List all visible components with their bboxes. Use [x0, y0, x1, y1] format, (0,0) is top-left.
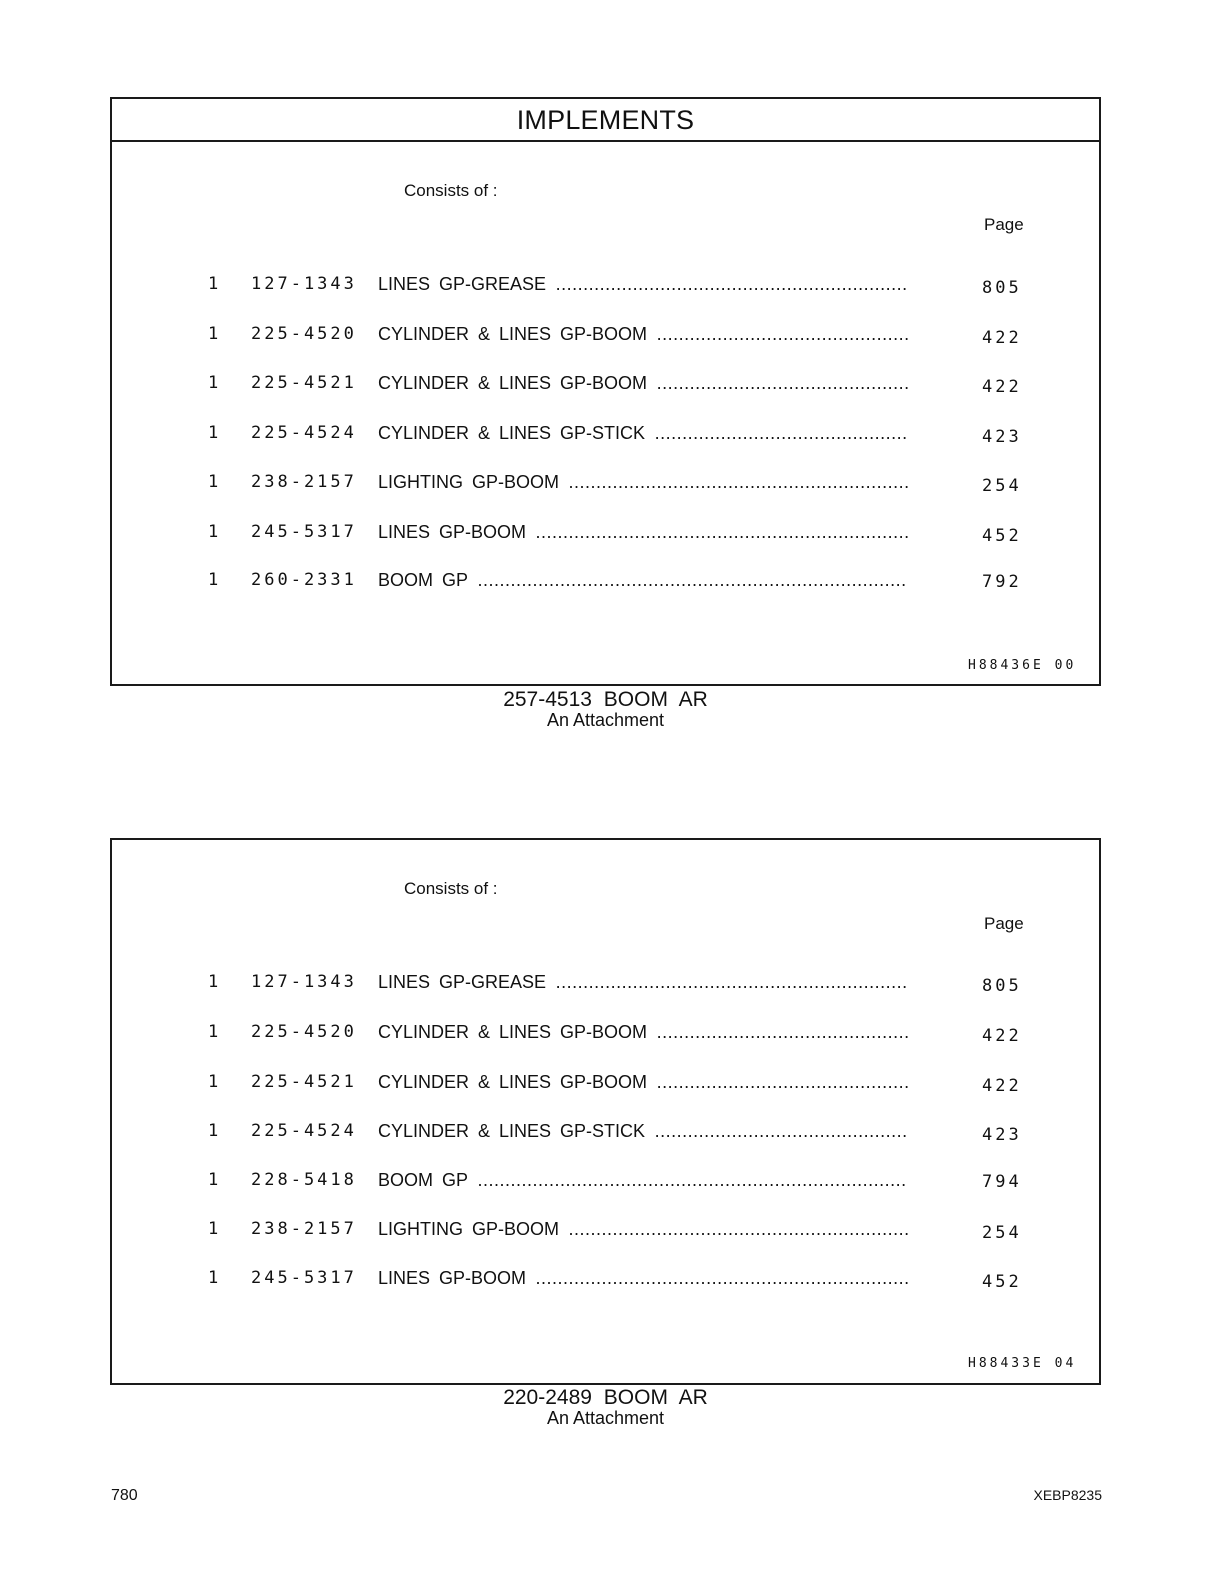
- table-row: [112, 1217, 1099, 1241]
- row-part-number: 225-4524: [251, 1121, 357, 1141]
- row-page-ref: 423: [982, 1125, 1022, 1145]
- consists-of-label: Consists of :: [404, 181, 498, 200]
- row-qty: 1: [208, 1268, 219, 1288]
- row-description: CYLINDER & LINES GP-BOOM .....: [378, 371, 908, 395]
- row-description: CYLINDER & LINES GP-BOOM .....: [378, 1070, 908, 1094]
- row-page-ref: 452: [982, 1272, 1022, 1292]
- page-column-header: Page: [984, 215, 1024, 234]
- row-qty: 1: [208, 324, 219, 344]
- section-caption-2: [110, 1387, 1101, 1427]
- row-part-number: 127-1343: [251, 972, 357, 992]
- row-page-ref: 254: [982, 476, 1022, 496]
- table-row: [112, 470, 1099, 494]
- row-page-ref: 805: [982, 278, 1022, 298]
- row-qty: 1: [208, 1022, 219, 1042]
- row-page-ref: 805: [982, 976, 1022, 996]
- consists-of-label: Consists of :: [404, 879, 498, 898]
- parts-panel-2: [110, 838, 1101, 1385]
- illustration-code: H88433E 04: [968, 1356, 1077, 1371]
- table-row: [112, 421, 1099, 445]
- table-row: [112, 371, 1099, 395]
- row-page-ref: 422: [982, 328, 1022, 348]
- row-description: BOOM GP .....: [378, 1168, 908, 1192]
- row-page-ref: 792: [982, 572, 1022, 592]
- row-part-number: 238-2157: [251, 1219, 357, 1239]
- row-page-ref: 423: [982, 427, 1022, 447]
- row-part-number: 245-5317: [251, 1268, 357, 1288]
- row-part-number: 127-1343: [251, 274, 357, 294]
- table-row: [112, 1020, 1099, 1044]
- row-qty: 1: [208, 972, 219, 992]
- row-description: CYLINDER & LINES GP-STICK .....: [378, 421, 908, 445]
- row-description: LINES GP-GREASE .....: [378, 272, 908, 296]
- row-page-ref: 422: [982, 1076, 1022, 1096]
- row-qty: 1: [208, 522, 219, 542]
- row-part-number: 225-4521: [251, 1072, 357, 1092]
- row-qty: 1: [208, 1219, 219, 1239]
- caption-title: 257-4513 BOOM AR: [503, 688, 708, 711]
- row-description: LIGHTING GP-BOOM .....: [378, 1217, 908, 1241]
- page-title: IMPLEMENTS: [112, 99, 1099, 142]
- row-qty: 1: [208, 373, 219, 393]
- table-row: [112, 970, 1099, 994]
- row-part-number: 245-5317: [251, 522, 357, 542]
- parts-panel-1: [110, 97, 1101, 686]
- row-part-number: 225-4524: [251, 423, 357, 443]
- table-row: [112, 1119, 1099, 1143]
- page-number: 780: [111, 1487, 138, 1504]
- row-qty: 1: [208, 1170, 219, 1190]
- table-row: [112, 1168, 1099, 1192]
- row-description: LINES GP-BOOM .....: [378, 520, 908, 544]
- row-description: CYLINDER & LINES GP-BOOM .....: [378, 1020, 908, 1044]
- table-row: [112, 1070, 1099, 1094]
- row-description: BOOM GP .....: [378, 568, 908, 592]
- row-qty: 1: [208, 274, 219, 294]
- document-id: XEBP8235: [1033, 1487, 1102, 1503]
- row-part-number: 225-4520: [251, 1022, 357, 1042]
- row-description: LINES GP-BOOM .....: [378, 1266, 908, 1290]
- row-part-number: 260-2331: [251, 570, 357, 590]
- row-qty: 1: [208, 423, 219, 443]
- row-qty: 1: [208, 472, 219, 492]
- caption-subtitle: An Attachment: [546, 710, 665, 730]
- table-row: [112, 1266, 1099, 1290]
- row-qty: 1: [208, 1121, 219, 1141]
- row-page-ref: 422: [982, 1026, 1022, 1046]
- section-caption-1: [110, 689, 1101, 729]
- row-description: LIGHTING GP-BOOM .....: [378, 470, 908, 494]
- row-description: LINES GP-GREASE .....: [378, 970, 908, 994]
- row-description: CYLINDER & LINES GP-STICK .....: [378, 1119, 908, 1143]
- row-description: CYLINDER & LINES GP-BOOM .....: [378, 322, 908, 346]
- row-page-ref: 254: [982, 1223, 1022, 1243]
- caption-subtitle: An Attachment: [546, 1408, 665, 1428]
- table-row: [112, 322, 1099, 346]
- row-qty: 1: [208, 570, 219, 590]
- table-row: [112, 520, 1099, 544]
- row-part-number: 225-4521: [251, 373, 357, 393]
- row-page-ref: 422: [982, 377, 1022, 397]
- row-page-ref: 452: [982, 526, 1022, 546]
- row-qty: 1: [208, 1072, 219, 1092]
- row-part-number: 225-4520: [251, 324, 357, 344]
- table-row: [112, 272, 1099, 296]
- row-page-ref: 794: [982, 1172, 1022, 1192]
- illustration-code: H88436E 00: [968, 658, 1077, 673]
- table-row: [112, 568, 1099, 592]
- row-part-number: 228-5418: [251, 1170, 357, 1190]
- page-column-header: Page: [984, 914, 1024, 933]
- caption-title: 220-2489 BOOM AR: [503, 1386, 708, 1409]
- row-part-number: 238-2157: [251, 472, 357, 492]
